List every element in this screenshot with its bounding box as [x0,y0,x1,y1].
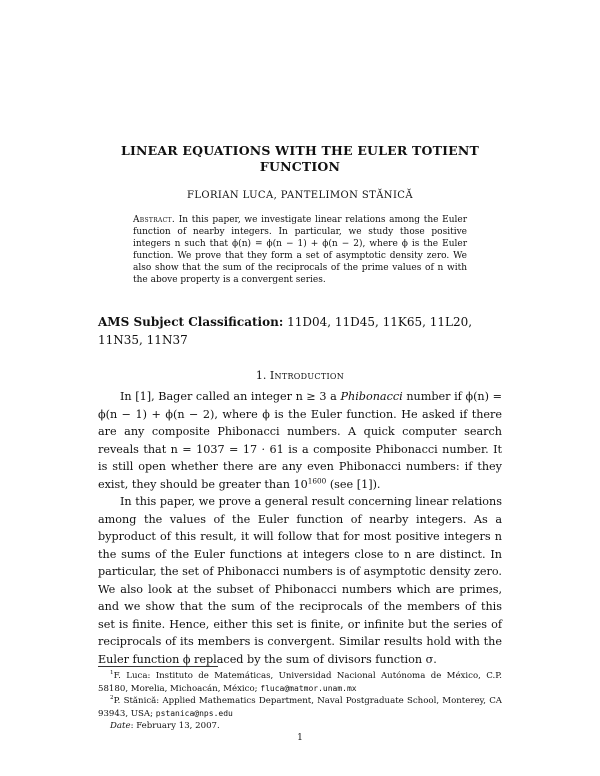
ams-label: AMS Subject Classification: [98,315,284,329]
ams-classification [98,313,502,349]
paper-title: LINEAR EQUATIONS WITH THE EULER TOTIENT FUNCTION [120,143,480,174]
p1-text-a: In [1], Bager called an integer n ≥ 3 a [120,390,341,403]
abstract-label: Abstract. [133,215,176,225]
p1-emphasis: Phibonacci [340,390,403,403]
footnote-1-mark: 1 [110,670,114,677]
date-label: Date [110,721,131,731]
section-title: Introduction [269,369,345,382]
footnote-1-text: F. Luca: Instituto de Matemáticas, Universidad Nacional Autónoma de México, C.P. 58180, Morelia, Michoacán, México; [98,671,502,694]
abstract [133,214,467,286]
section-number: 1. [255,369,267,382]
p1-text-c: (see [1]). [326,477,381,491]
p1-exponent: 1600 [307,475,327,485]
intro-paragraph-2 [98,493,502,668]
abstract-text: In this paper, we investigate linear relations among the Euler function of nearby integers. In particular, we study those positive integers n such that ϕ(n) = ϕ(n − 1) + ϕ(n − 2), where ϕ is the Euler function. We prove that they form a set of asymptotic density zero. We also show that the sum of the reciprocals of the prime values of n with the above property is a convergent series. [133,215,467,285]
footnote-2-text: P. Stănică: Applied Mathematics Department, Naval Postgraduate School, Monterey, CA 93943, USA; [98,696,502,719]
p2-text: In this paper, we prove a general result concerning linear relations among the values of the Euler function of nearby integers. As a byproduct of this result, it will follow that for most positive integers n the sums of the Euler functions at integers close to n are distinct. In particular, the set of Phibonacci numbers is of asymptotic density zero. We also look at the subset of Phibonacci numbers which are primes, and we show that the sum of the reciprocals of the members of this set is finite. Hence, either this set is finite, or infinite but the series of reciprocals of its members is convergent. Similar results hold with the Euler function ϕ replaced by the sum of divisors function σ. [98,495,502,666]
footnotes [98,670,502,733]
ams-codes: 11D04, 11D45, 11K65, 11L20, 11N35, 11N37 [98,315,473,347]
footnote-1-email[interactable]: fluca@matmor.unam.mx [260,683,357,693]
intro-paragraph-1 [98,388,502,493]
section-heading [100,369,500,382]
footnote-2-mark: 2 [110,695,114,702]
footnote-1 [98,670,502,695]
paper-authors: FLORIAN LUCA, PANTELIMON STĂNICĂ [187,190,413,201]
p1-text-b: number if ϕ(n) = ϕ(n − 1) + ϕ(n − 2), where ϕ is the Euler function. He asked if there are any composite Phibonacci numbers. A quick computer search reveals that n = 1037 = 17 · 61 is a composite Phibonacci number. It is still open whether there are any even Phibonacci numbers: if they exist, they should be greater than 10 [98,390,503,491]
footnote-rule [98,666,218,667]
date-value: : February 13, 2007. [130,721,220,731]
footnote-2 [98,695,502,720]
footnote-date [98,720,502,733]
footnote-2-email[interactable]: pstanica@nps.edu [155,708,233,718]
page-number: 1 [297,733,303,743]
